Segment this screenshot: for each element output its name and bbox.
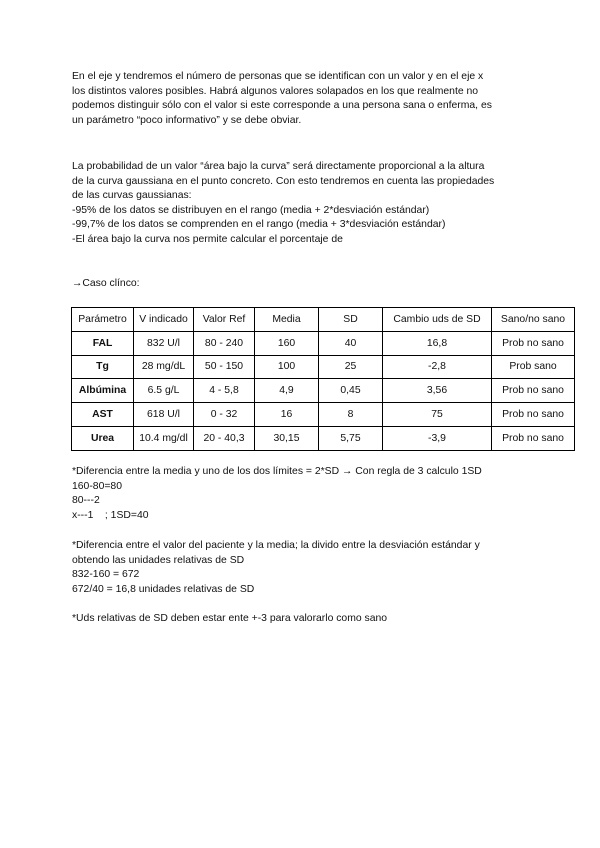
table-cell: 30,15 bbox=[255, 426, 319, 450]
table-cell: 16,8 bbox=[383, 331, 492, 355]
table-cell: Prob no sano bbox=[492, 331, 575, 355]
case-heading-block bbox=[72, 277, 532, 292]
table-cell: 6.5 g/L bbox=[134, 379, 194, 403]
table-cell: 3,56 bbox=[383, 379, 492, 403]
text-line: los distintos valores posibles. Habrá algunos valores solapados en los que realmente no bbox=[72, 85, 479, 97]
table-cell: AST bbox=[72, 403, 134, 427]
column-header: Cambio uds de SD bbox=[383, 308, 492, 332]
text-line: podemos distinguir sólo con el valor si este corresponde a una persona sana o enferma, es bbox=[72, 100, 492, 112]
table-cell: Prob no sano bbox=[492, 379, 575, 403]
column-header: V indicado bbox=[134, 308, 194, 332]
table-cell: -3,9 bbox=[383, 426, 492, 450]
table-cell: 0 - 32 bbox=[194, 403, 255, 427]
table-cell: 10.4 mg/dl bbox=[134, 426, 194, 450]
text-line: *Diferencia entre el valor del paciente y la media; la divido entre la desviación estándar y bbox=[72, 540, 480, 551]
note-relative-units bbox=[72, 539, 532, 597]
table-cell: Albúmina bbox=[72, 379, 134, 403]
clinical-case-table bbox=[71, 307, 575, 451]
text-line: -El área bajo la curva nos permite calcular el porcentaje de bbox=[72, 233, 343, 245]
intro-paragraph bbox=[72, 70, 532, 128]
table-cell: 50 - 150 bbox=[194, 355, 255, 379]
column-header: Sano/no sano bbox=[492, 308, 575, 332]
column-header: Parámetro bbox=[72, 308, 134, 332]
table-cell: 20 - 40,3 bbox=[194, 426, 255, 450]
note-sd-calculation bbox=[72, 465, 532, 523]
table-cell: -2,8 bbox=[383, 355, 492, 379]
table-cell: 4 - 5,8 bbox=[194, 379, 255, 403]
table-cell: 4,9 bbox=[255, 379, 319, 403]
table-cell: 25 bbox=[319, 355, 383, 379]
case-heading: →Caso clínco: bbox=[72, 278, 140, 289]
column-header: Valor Ref bbox=[194, 308, 255, 332]
text-line: 832-160 = 672 bbox=[72, 569, 140, 581]
text-line: *Diferencia entre la media y uno de los dos límites = 2*SD → Con regla de 3 calculo 1SD bbox=[72, 466, 482, 477]
table-cell: 28 mg/dL bbox=[134, 355, 194, 379]
table-row bbox=[72, 426, 575, 450]
table-cell: FAL bbox=[72, 331, 134, 355]
text-line: En el eje y tendremos el número de personas que se identifican con un valor y en el eje x bbox=[72, 71, 484, 82]
table-cell: Urea bbox=[72, 426, 134, 450]
table-cell: 80 - 240 bbox=[194, 331, 255, 355]
text-line: 80---2 bbox=[72, 495, 100, 507]
text-line: x---1 ; 1SD=40 bbox=[72, 509, 149, 521]
text-line: obtendo las unidades relativas de SD bbox=[72, 554, 245, 566]
text-line: -99,7% de los datos se comprenden en el rango (media + 3*desviación estándar) bbox=[72, 219, 446, 231]
table-cell: 75 bbox=[383, 403, 492, 427]
table-cell: 160 bbox=[255, 331, 319, 355]
text-line: de las curvas gaussianas: bbox=[72, 190, 192, 202]
note-healthy-range bbox=[72, 612, 532, 627]
table-row bbox=[72, 331, 575, 355]
table-cell: 100 bbox=[255, 355, 319, 379]
text-line: de la curva gaussiana en el punto concreto. Con esto tendremos en cuenta las propiedades bbox=[72, 175, 495, 187]
table-cell: 832 U/l bbox=[134, 331, 194, 355]
text-line: 160-80=80 bbox=[72, 480, 122, 492]
table-cell: Prob no sano bbox=[492, 403, 575, 427]
table-header-row bbox=[72, 308, 575, 332]
table-cell: 618 U/l bbox=[134, 403, 194, 427]
text-line: -95% de los datos se distribuyen en el rango (media + 2*desviación estándar) bbox=[72, 204, 430, 216]
table-cell: Prob no sano bbox=[492, 426, 575, 450]
column-header: SD bbox=[319, 308, 383, 332]
text-line: un parámetro “poco informativo” y se debe obviar. bbox=[72, 114, 302, 126]
table-cell: Tg bbox=[72, 355, 134, 379]
probability-paragraph bbox=[72, 160, 532, 248]
text-line: La probabilidad de un valor “área bajo la curva” será directamente proporcional a la altura bbox=[72, 161, 485, 172]
column-header: Media bbox=[255, 308, 319, 332]
text-line: 672/40 = 16,8 unidades relativas de SD bbox=[72, 583, 255, 595]
table-cell: 40 bbox=[319, 331, 383, 355]
table-row bbox=[72, 379, 575, 403]
table-row bbox=[72, 355, 575, 379]
table-cell: Prob sano bbox=[492, 355, 575, 379]
table-cell: 5,75 bbox=[319, 426, 383, 450]
table-cell: 0,45 bbox=[319, 379, 383, 403]
text-line: *Uds relativas de SD deben estar ente +-3 para valorarlo como sano bbox=[72, 613, 388, 624]
table-row bbox=[72, 403, 575, 427]
table-cell: 16 bbox=[255, 403, 319, 427]
table-cell: 8 bbox=[319, 403, 383, 427]
